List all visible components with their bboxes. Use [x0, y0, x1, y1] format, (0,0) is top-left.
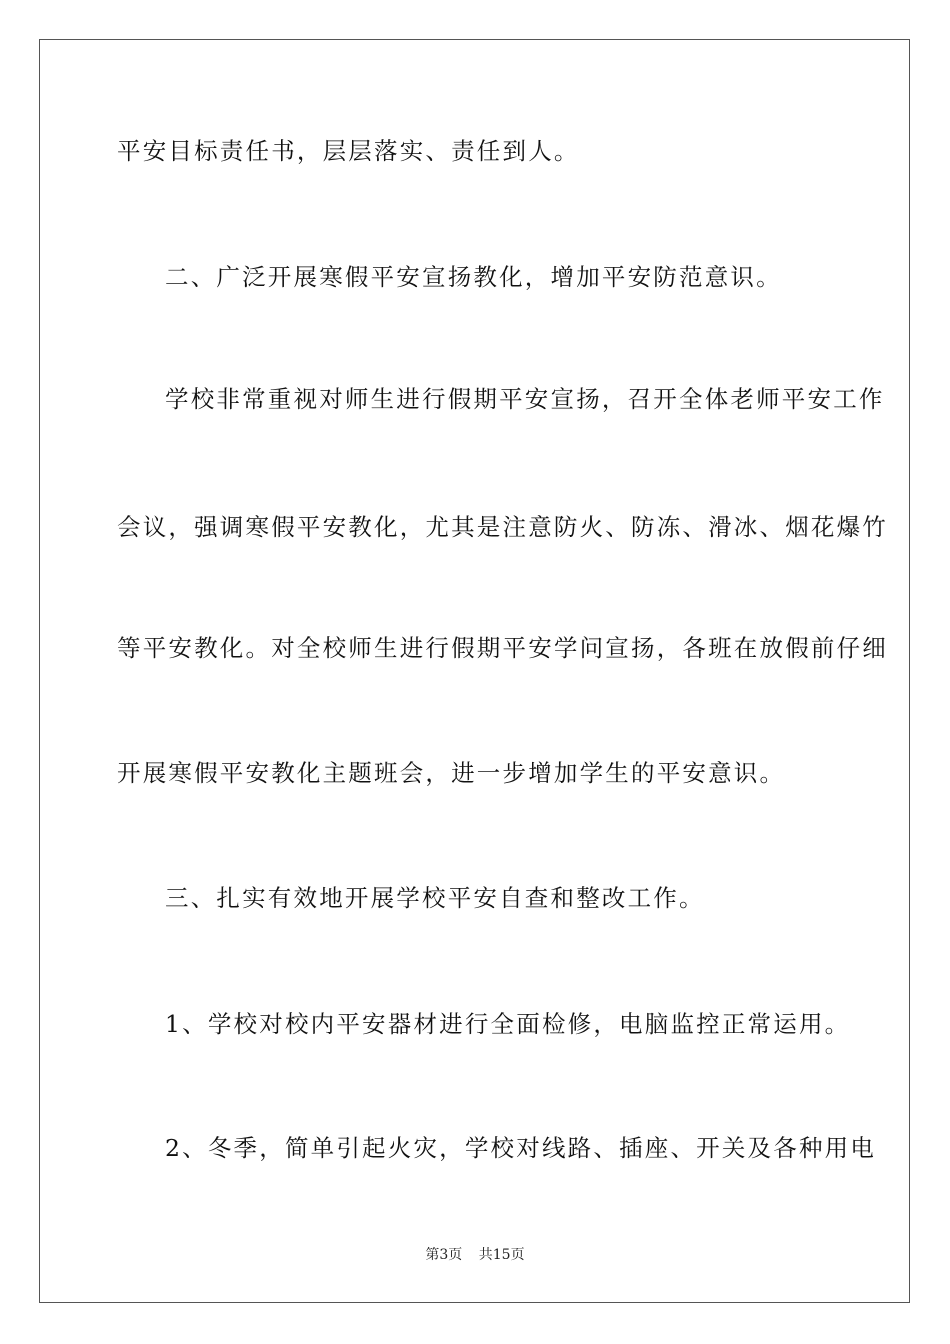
page-total: 共15页 — [478, 1247, 525, 1263]
body-line-1: 平安目标责任书，层层落实、责任到人。 — [117, 137, 580, 165]
section-heading-2: 二、广泛开展寒假平安宣扬教化，增加平安防范意识。 — [165, 263, 782, 291]
section-heading-3: 三、扎实有效地开展学校平安自查和整改工作。 — [165, 884, 705, 912]
page-number: 第3页 — [425, 1247, 463, 1263]
body-line-6: 开展寒假平安教化主题班会，进一步增加学生的平安意识。 — [117, 759, 786, 787]
body-line-3: 学校非常重视对师生进行假期平安宣扬，召开全体老师平安工作 — [165, 385, 885, 413]
page-border — [39, 39, 910, 1303]
list-item-2: 2、冬季，简单引起火灾，学校对线路、插座、开关及各种用电 — [165, 1134, 877, 1162]
page-footer — [0, 1246, 950, 1264]
body-line-5: 等平安教化。对全校师生进行假期平安学问宣扬，各班在放假前仔细 — [117, 634, 888, 662]
body-line-4: 会议，强调寒假平安教化，尤其是注意防火、防冻、滑冰、烟花爆竹 — [117, 513, 888, 541]
list-item-1: 1、学校对校内平安器材进行全面检修，电脑监控正常运用。 — [165, 1010, 851, 1038]
